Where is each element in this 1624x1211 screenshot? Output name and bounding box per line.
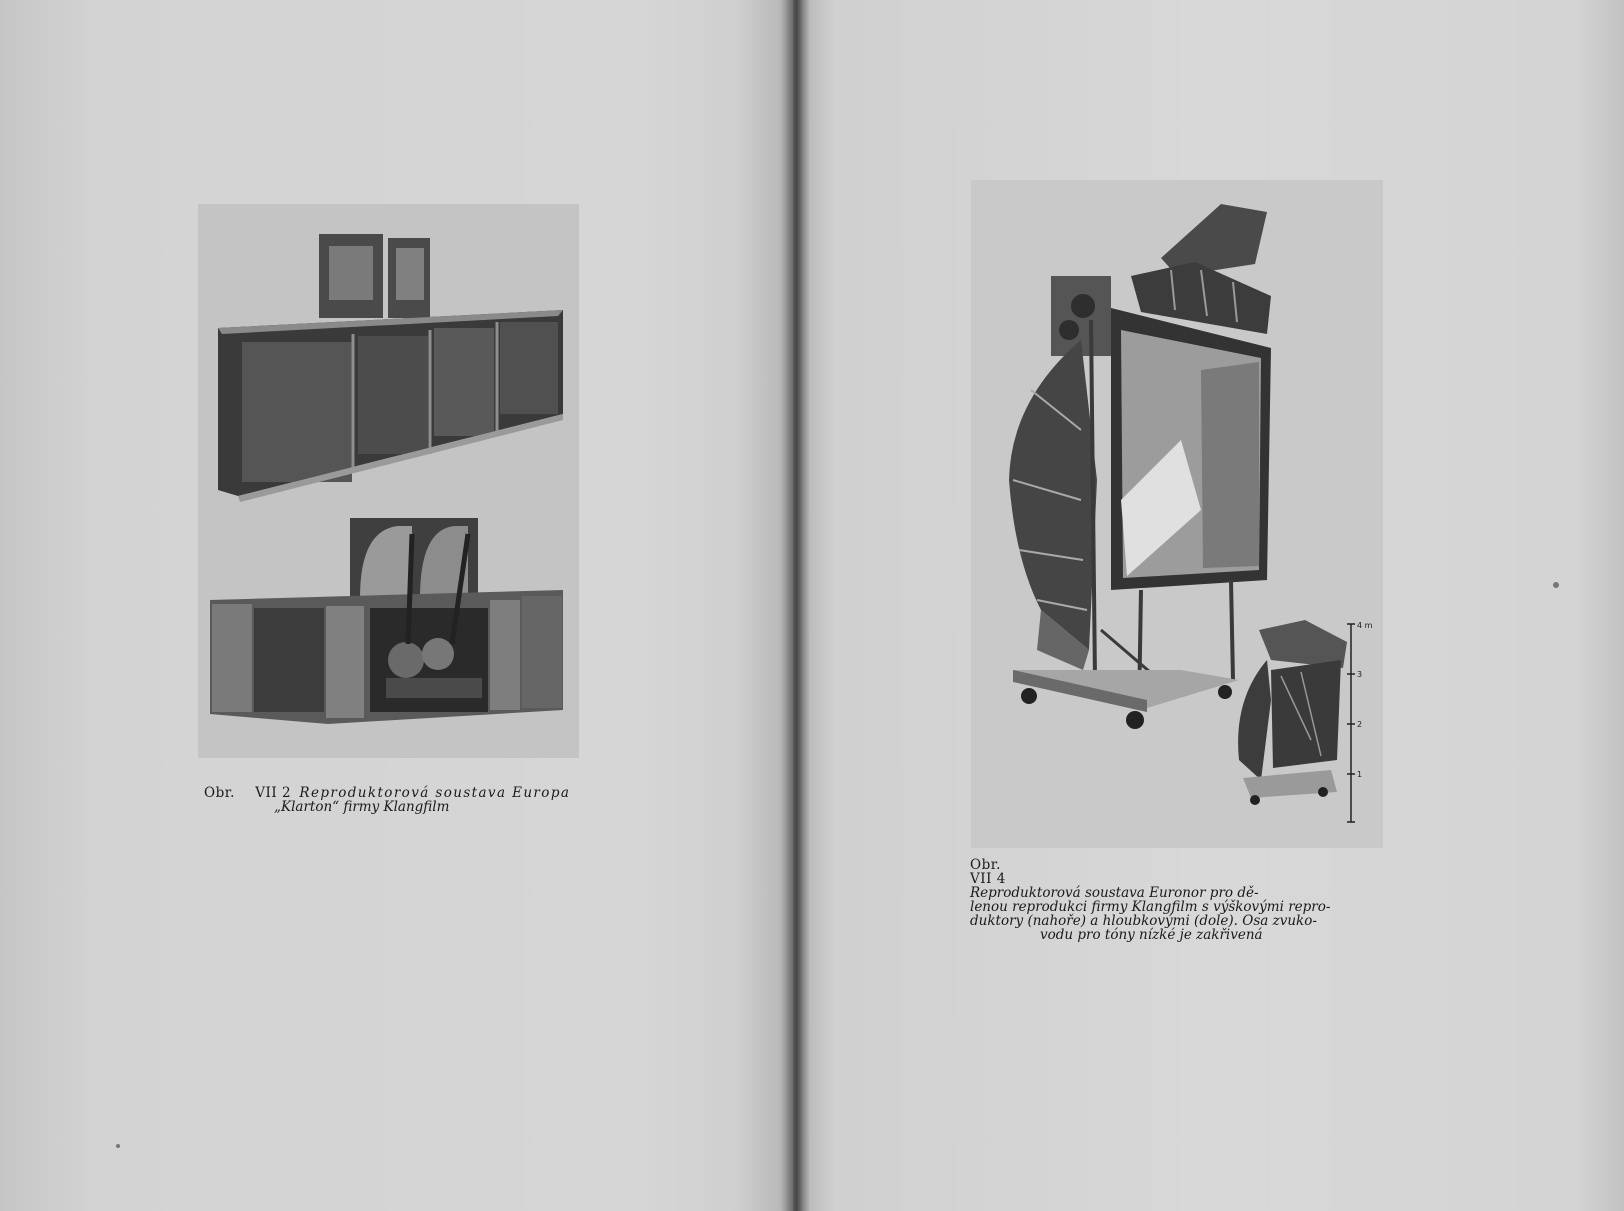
scale-unit-label: 4 m [1357,621,1373,630]
left-page [0,0,800,1211]
scale-tick-3: 3 [1357,670,1363,679]
caption-line-1: Reproduktorová soustava Europa [299,785,571,801]
figure-label: Obr. [204,785,235,801]
figure-vii-4-photo [971,180,1383,848]
caption-line-2: lenou reprodukci firmy Klangfilm s výškovými repro- [970,899,1331,915]
scale-tick-1: 1 [1357,770,1363,779]
book-gutter [780,0,810,1211]
figure-vii-4-caption [970,858,1380,942]
caption-line-4: vodu pro tóny nízké je zakřivená [1040,927,1263,943]
figure-vii-2-caption [204,786,578,814]
figure-number: VII 4 [970,871,1006,887]
caption-line-2: „Klarton“ firmy Klangfilm [274,799,450,815]
figure-label: Obr. [970,857,1001,873]
figure-vii-2-photo [198,204,579,758]
scale-tick-2: 2 [1357,720,1363,729]
paper-speck [116,1144,120,1148]
paper-speck [1553,582,1559,588]
euronor-speaker-illustration [971,180,1383,848]
klarton-speaker-illustration [198,204,579,758]
caption-line-3: duktory (nahoře) a hloubkovými (dole). Osa zvuko- [970,913,1317,929]
caption-line-1: Reproduktorová soustava Euronor pro dě- [970,885,1259,901]
right-page [793,0,1624,1211]
figure-number: VII 2 [255,785,292,801]
